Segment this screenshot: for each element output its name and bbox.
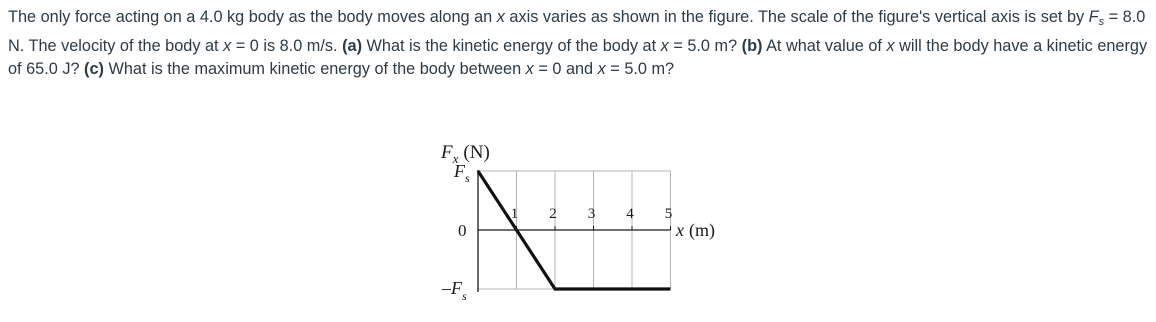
subscript-s: s (1098, 16, 1105, 28)
y-tick-label-bottom (441, 278, 467, 303)
x-tick-label: 3 (587, 206, 596, 222)
problem-text: = 5.0 m? (668, 36, 742, 55)
problem-text: = 0 is 8.0 m/s. (231, 36, 343, 55)
x-tick-label: 4 (626, 206, 634, 222)
part-b-question: At what value of (762, 36, 887, 55)
y-tick-bottom-var: F (451, 278, 462, 298)
y-axis-label-unit: (N) (463, 142, 490, 163)
x-axis-label (675, 220, 715, 241)
problem-text: The only force acting on a 4.0 kg body as the body moves along an (8, 8, 497, 26)
x-tick-label: 1 (510, 206, 519, 222)
part-a-label: (a) (342, 36, 362, 55)
variable-x: x (597, 60, 606, 78)
x-tick-labels (511, 206, 673, 230)
variable-x: x (223, 36, 232, 55)
axes (478, 170, 670, 292)
part-b-question: will the body have a kinetic energy of 65.0 J? (8, 36, 1148, 78)
x-tick-label: 5 (664, 206, 673, 222)
x-tick-label: 2 (549, 206, 557, 222)
y-tick-bottom-sub: s (462, 289, 467, 303)
part-a-question: What is the kinetic energy of the body at (362, 36, 661, 55)
variable-F: F (1088, 8, 1099, 26)
part-c-question: What is the maximum kinetic energy of the body between (103, 60, 526, 78)
y-axis-label-sub: x (452, 151, 459, 166)
variable-x: x (660, 36, 669, 55)
x-axis-label-var: x (676, 220, 684, 240)
problem-text: = 8.0 N. The velocity of the body at (8, 8, 1146, 55)
y-axis-label-var: F (441, 142, 453, 163)
y-tick-top-sub: s (465, 171, 470, 185)
problem-text: axis varies as shown in the figure. The scale of the figure's vertical axis is set by (504, 8, 1089, 26)
y-tick-label-zero: 0 (458, 221, 467, 240)
variable-x: x (886, 36, 895, 55)
variable-x: x (525, 60, 534, 78)
y-tick-bottom-sign: – (442, 278, 451, 298)
x-axis-label-unit: (m) (689, 220, 715, 240)
part-c-question: = 0 and (533, 60, 598, 78)
y-tick-top-var: F (454, 161, 465, 181)
part-c-question: = 5.0 m? (605, 60, 675, 78)
y-tick-label-top (453, 161, 470, 185)
part-b-label: (b) (741, 36, 763, 55)
part-c-label: (c) (84, 60, 104, 78)
variable-x: x (496, 8, 505, 26)
